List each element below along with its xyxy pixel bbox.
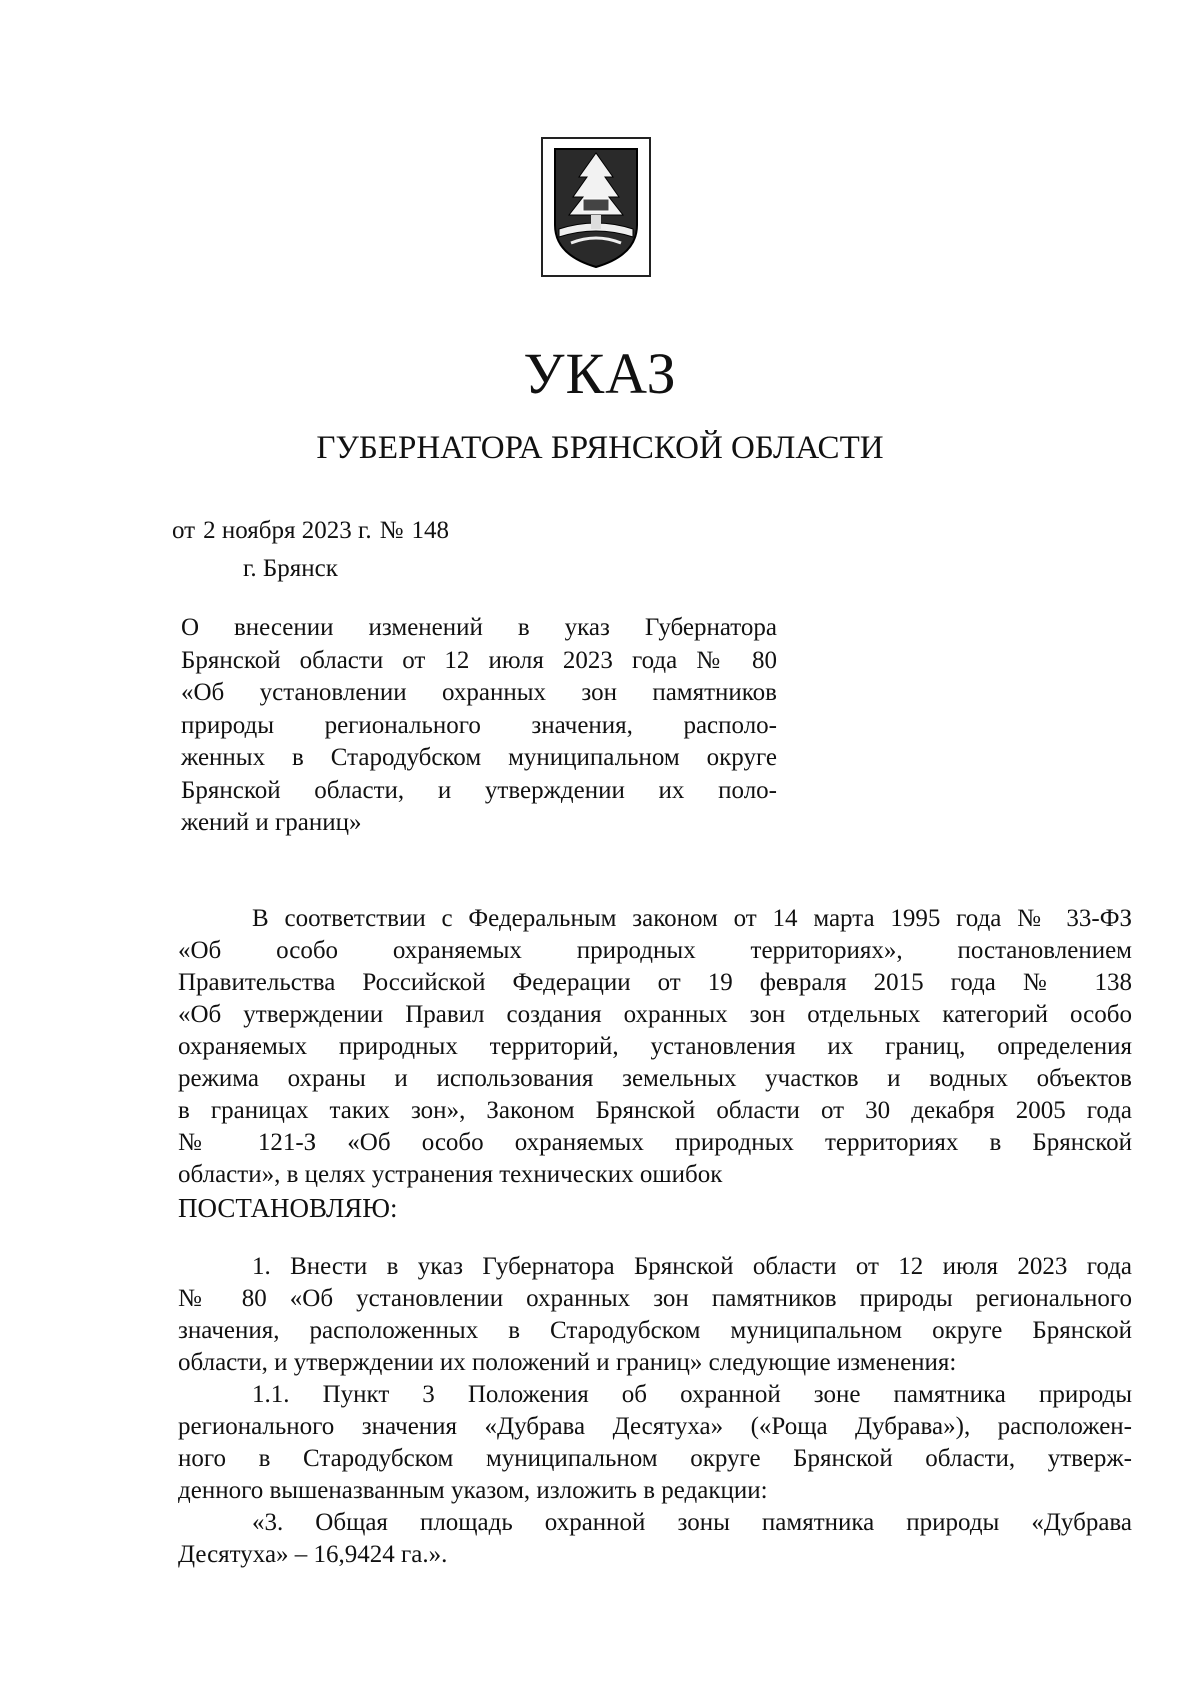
- preamble-line: в границах таких зон», Законом Брянской области от 30 декабря 2005 года: [178, 1097, 1132, 1124]
- document-date: 2 ноября 2023 г.: [203, 517, 372, 544]
- item-1-1-paragraph: [178, 1379, 1132, 1507]
- subject-line: Брянской области, и утверждении их поло-: [181, 776, 777, 804]
- item-1-1-line: 1.1. Пункт 3 Положения об охранной зоне памятника природы: [252, 1381, 1132, 1408]
- item-1-1-line: денного вышеназванным указом, изложить в редакции:: [178, 1477, 768, 1504]
- preamble-line: режима охраны и использования земельных участков и водных объектов: [178, 1065, 1132, 1092]
- document-subject: [181, 612, 777, 840]
- document-city: г. Брянск: [243, 555, 338, 582]
- date-number-line: [172, 518, 457, 543]
- subject-line: Брянской области от 12 июля 2023 года № 80: [181, 646, 777, 674]
- item-1-line: № 80 «Об установлении охранных зон памятников природы регионального: [178, 1285, 1132, 1312]
- coat-of-arms-icon: [541, 137, 651, 277]
- subject-line: женных в Стародубском муниципальном округе: [181, 744, 777, 771]
- preamble-line: Правительства Российской Федерации от 19 февраля 2015 года № 138: [178, 969, 1132, 996]
- document-number: 148: [411, 517, 450, 544]
- item-1-paragraph: [178, 1251, 1132, 1379]
- preamble-line: В соответствии с Федеральным законом от 14 марта 1995 года № 33-ФЗ: [252, 905, 1132, 932]
- subject-line: природы регионального значения, располо-: [181, 711, 777, 739]
- subject-line: О внесении изменений в указ Губернатора: [181, 614, 777, 641]
- subject-line: жений и границ»: [181, 809, 362, 836]
- item-1-line: 1. Внести в указ Губернатора Брянской области от 12 июля 2023 года: [252, 1253, 1132, 1280]
- item-1-1-line: ного в Стародубском муниципальном округе Брянской области, утверж-: [178, 1445, 1132, 1472]
- document-title: УКАЗ: [523, 341, 677, 406]
- preamble-paragraph: [178, 903, 1132, 1191]
- document-subtitle: ГУБЕРНАТОРА БРЯНСКОЙ ОБЛАСТИ: [316, 430, 884, 466]
- preamble-line: охраняемых природных территорий, установления их границ, определения: [178, 1033, 1132, 1060]
- item-1-1-line: регионального значения «Дубрава Десятуха» («Роща Дубрава»), расположен-: [178, 1413, 1132, 1440]
- item-1-line: области, и утверждении их положений и границ» следующие изменения:: [178, 1349, 957, 1376]
- quote-line: «3. Общая площадь охранной зоны памятника природы «Дубрава: [252, 1509, 1132, 1536]
- preamble-line: области», в целях устранения технических ошибок: [178, 1161, 723, 1188]
- preamble-line: «Об особо охраняемых природных территориях», постановлением: [178, 937, 1132, 964]
- preamble-line: «Об утверждении Правил создания охранных зон отдельных категорий особо: [178, 1001, 1132, 1028]
- quote-paragraph: [178, 1507, 1132, 1571]
- quote-line: Десятуха» – 16,9424 га.».: [178, 1541, 448, 1568]
- decree-word: ПОСТАНОВЛЯЮ:: [178, 1193, 398, 1223]
- number-sign: №: [379, 517, 404, 544]
- document-body: [178, 903, 1132, 1571]
- date-prefix: от: [172, 517, 196, 544]
- item-1-line: значения, расположенных в Стародубском муниципальном округе Брянской: [178, 1317, 1132, 1344]
- preamble-line: № 121-З «Об особо охраняемых природных территориях в Брянской: [178, 1129, 1132, 1156]
- coat-of-arms-emblem: [541, 137, 651, 277]
- subject-line: «Об установлении охранных зон памятников: [181, 679, 777, 706]
